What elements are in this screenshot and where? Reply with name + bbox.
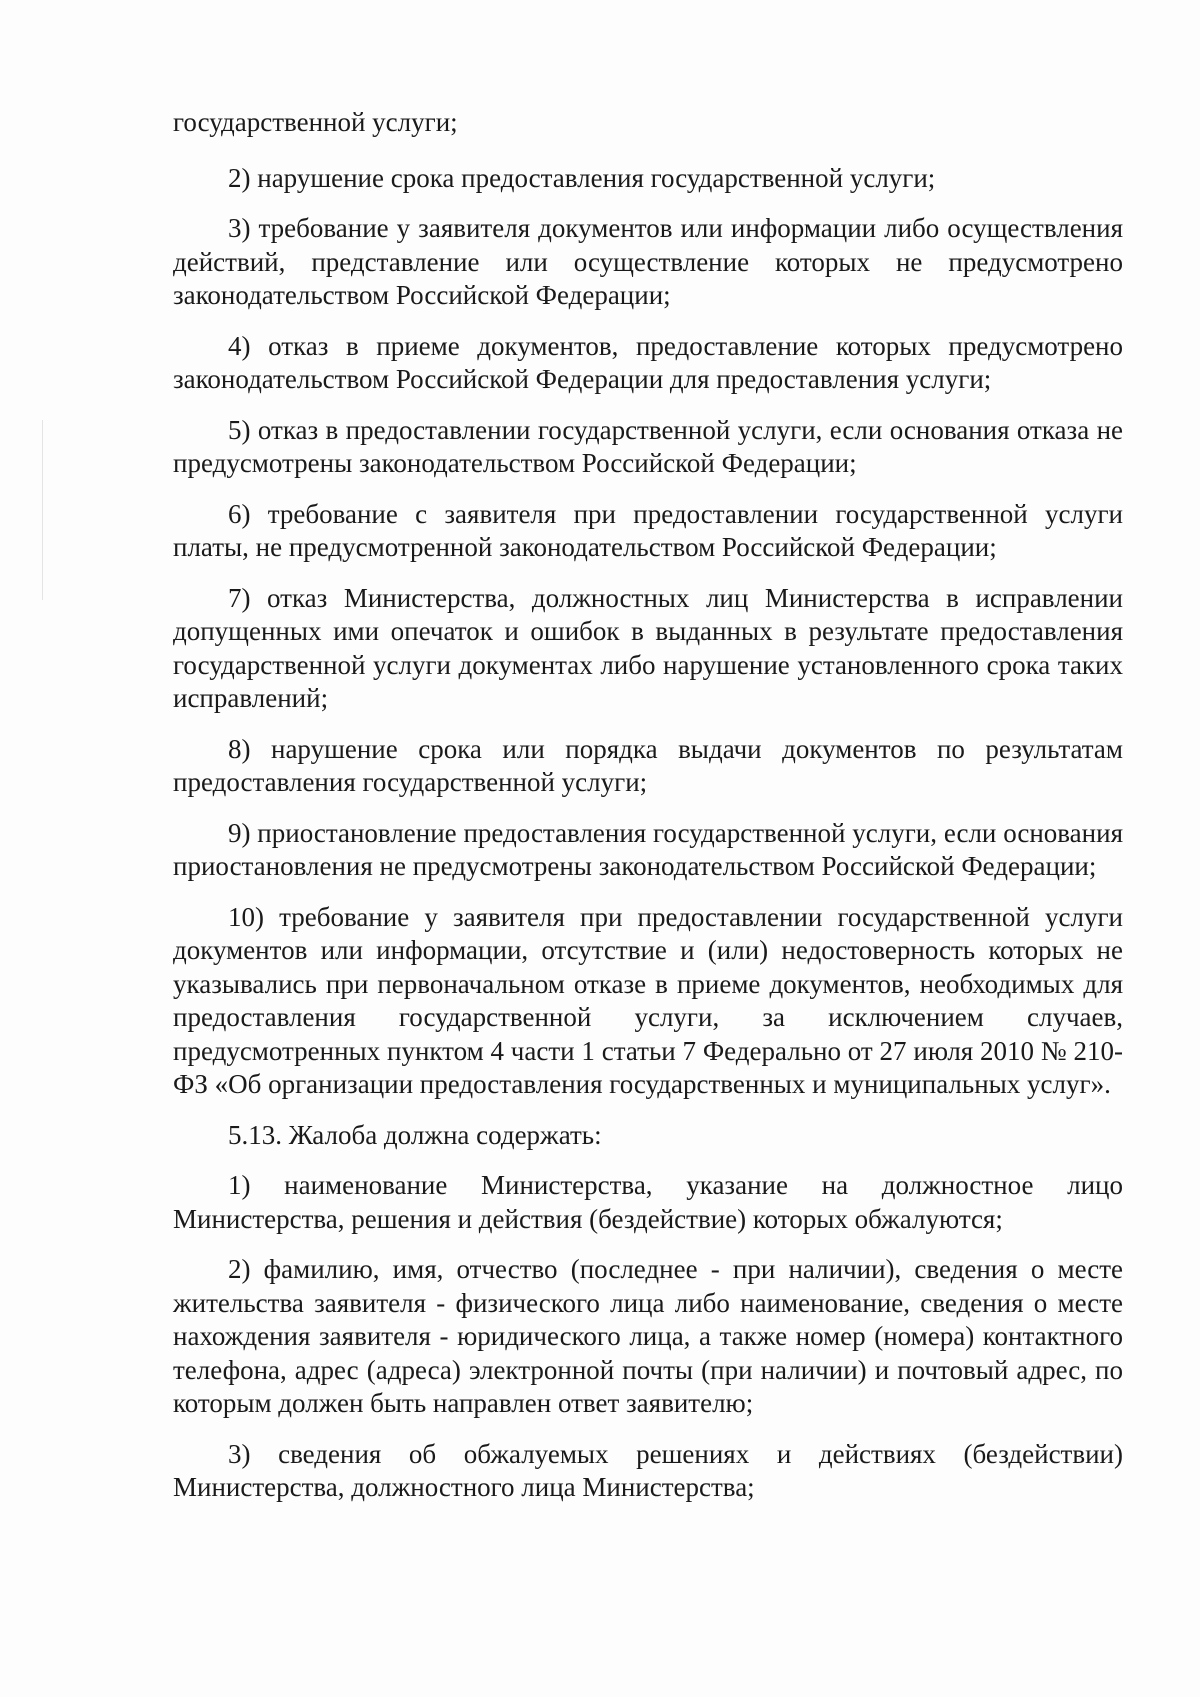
complaint-item-3: 3) сведения об обжалуемых решениях и действиях (бездействии) Министерства, должностного лица Министерства; [173, 1438, 1123, 1502]
paragraph-item-6: 6) требование с заявителя при предоставлении государственной услуги платы, не предусмотренной законодательством Российской Федерации; [173, 498, 1123, 562]
paragraph-continuation: государственной услуги; [173, 107, 458, 137]
paragraph-item-3: 3) требование у заявителя документов или информации либо осуществления действий, представление или осуществление которых не предусмотрено законодательством Российской Федерации; [173, 213, 1123, 310]
paragraph-item-7: 7) отказ Министерства, должностных лиц Министерства в исправлении допущенных ими опечаток и ошибок в выданных в результате предоставления государственной услуги документах либо нарушение установленного срока таких исправлений; [173, 582, 1123, 713]
document-body [173, 106, 1123, 1522]
paragraph-item-5: 5) отказ в предоставлении государственной услуги, если основания отказа не предусмотрены законодательством Российской Федерации; [173, 414, 1123, 478]
paragraph-item-8: 8) нарушение срока или порядка выдачи документов по результатам предоставления государственной услуги; [173, 733, 1123, 797]
scan-margin-mark [42, 420, 43, 600]
paragraph-item-2: 2) нарушение срока предоставления государственной услуги; [228, 162, 936, 193]
complaint-item-2: 2) фамилию, имя, отчество (последнее - при наличии), сведения о месте жительства заявителя - физического лица либо наименование, сведения о месте нахождения заявителя - юридического лица, а также номер (номера) контактного телефона, адрес (адреса) электронной почты (при наличии) и почтовый адрес, по которым должен быть направлен ответ заявителю; [173, 1254, 1123, 1418]
paragraph-item-4: 4) отказ в приеме документов, предоставление которых предусмотрено законодательством Российской Федерации для предоставления услуги; [173, 330, 1123, 394]
paragraph-item-10: 10) требование у заявителя при предоставлении государственной услуги документов или информации, отсутствие и (или) недостоверность которых не указывались при первоначальном отказе в приеме документов, необходимых для предоставления государственной услуги, за исключением случаев, предусмотренных пунктом 4 части 1 статьи 7 Федерально от 27 июля 2010 № 210-ФЗ «Об организации предоставления государственных и муниципальных услуг». [173, 901, 1123, 1099]
paragraph-item-9: 9) приостановление предоставления государственной услуги, если основания приостановления не предусмотрены законодательством Российской Федерации; [173, 817, 1123, 881]
complaint-item-1: 1) наименование Министерства, указание на должностное лицо Министерства, решения и действия (бездействие) которых обжалуются; [173, 1170, 1123, 1234]
section-5-13-heading: 5.13. Жалоба должна содержать: [228, 1119, 602, 1150]
